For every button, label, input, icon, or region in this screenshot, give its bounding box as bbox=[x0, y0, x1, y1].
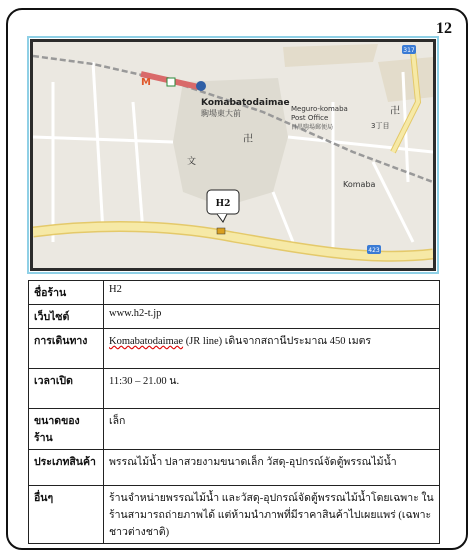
svg-text:317: 317 bbox=[403, 47, 415, 54]
table-row bbox=[29, 409, 440, 450]
school-icon: 文 bbox=[187, 157, 197, 167]
row-label: ประเภทสินค้า bbox=[29, 450, 104, 486]
table-row bbox=[29, 486, 440, 544]
row-label: เวลาเปิด bbox=[29, 369, 104, 409]
map-image[interactable] bbox=[30, 39, 436, 271]
table-row bbox=[29, 305, 440, 329]
row-value bbox=[104, 329, 440, 369]
svg-text:423: 423 bbox=[368, 247, 380, 254]
table-row bbox=[29, 281, 440, 305]
post-office-label-1: Meguro-komaba bbox=[291, 105, 348, 113]
h2-marker-label: H2 bbox=[215, 199, 231, 209]
travel-text: (JR line) เดินจากสถานีประมาณ 450 เมตร bbox=[183, 336, 372, 347]
shop-location-icon bbox=[217, 228, 225, 234]
table-row bbox=[29, 369, 440, 409]
page-number: 12 bbox=[436, 20, 452, 37]
train-station-icon bbox=[196, 81, 206, 91]
station-name-jp: 駒場東大前 bbox=[201, 109, 241, 118]
table-row bbox=[29, 450, 440, 486]
row-label: เว็บไซต์ bbox=[29, 305, 104, 329]
row-label: ขนาดของร้าน bbox=[29, 409, 104, 450]
store-icon bbox=[167, 78, 175, 86]
station-name: Komabatodaimae bbox=[109, 336, 184, 347]
row-value: 11:30 – 21.00 น. bbox=[104, 369, 440, 409]
chome-label: 3丁目 bbox=[371, 122, 390, 130]
row-label: อื่นๆ bbox=[29, 486, 104, 544]
table-row bbox=[29, 329, 440, 369]
row-value: เล็ก bbox=[104, 409, 440, 450]
website-link[interactable]: www.h2-t.jp bbox=[104, 305, 440, 329]
komaba-label: Komaba bbox=[343, 180, 376, 189]
temple-icon: 卍 bbox=[243, 134, 253, 145]
row-label: การเดินทาง bbox=[29, 329, 104, 369]
map-canvas bbox=[33, 42, 433, 268]
row-value: H2 bbox=[104, 281, 440, 305]
row-value: พรรณไม้น้ำ ปลาสวยงามขนาดเล็ก วัสดุ-อุปกรณ์จัดตู้พรรณไม้น้ำ bbox=[104, 450, 440, 486]
row-value: ร้านจำหน่ายพรรณไม้น้ำ และวัสดุ-อุปกรณ์จัดตู้พรรณไม้น้ำโดยเฉพาะ ในร้านสามารถถ่ายภาพได้ แต่ห้ามนำภาพที่มีราคาสินค้าไปเผยแพร่ (เฉพาะชาวต่างชาติ) bbox=[104, 486, 440, 544]
row-label: ชื่อร้าน bbox=[29, 281, 104, 305]
station-name-en: Komabatodaimae bbox=[201, 98, 290, 108]
post-office-label-2: Post Office bbox=[291, 114, 329, 122]
mcdonalds-icon: M bbox=[141, 77, 151, 88]
post-office-label-jp: 目黒駒場郵便局 bbox=[291, 124, 334, 131]
temple-icon-2: 卍 bbox=[390, 106, 400, 117]
shop-info-table bbox=[28, 280, 440, 544]
